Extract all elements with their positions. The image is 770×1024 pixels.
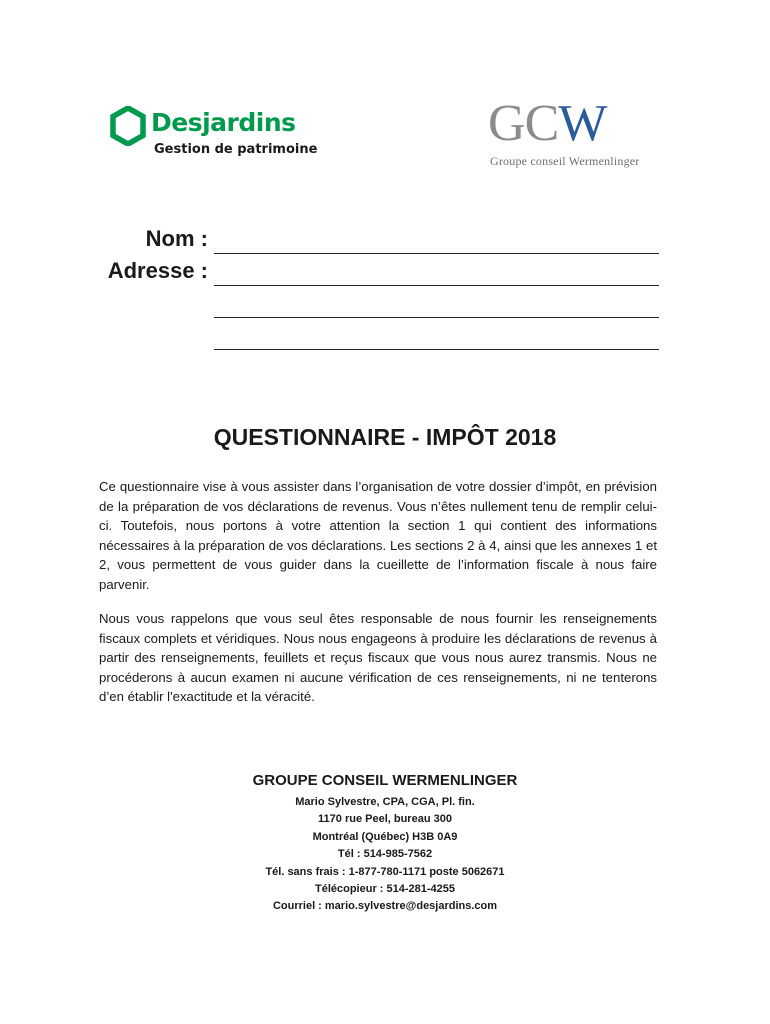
contact-fax: Télécopieur : 514-281-4255 [314, 883, 456, 896]
gcw-letter-c: C [524, 95, 559, 152]
desjardins-name: Desjardins [151, 108, 296, 137]
desjardins-hexagon-icon [110, 106, 146, 146]
contact-street: 1170 rue Peel, bureau 300 [318, 813, 452, 826]
contact-email: Courriel : mario.sylvestre@desjardins.com [272, 900, 498, 913]
address-field-line-1[interactable] [214, 285, 659, 286]
contact-tollfree: Tél. sans frais : 1-877-780-1171 poste 5062671 [265, 865, 505, 878]
intro-paragraph: Ce questionnaire vise à vous assister dans l’organisation de votre dossier d’impôt, en prévision de la préparation de vos déclarations de revenus. Vous n’êtes nullement tenu de remplir celui-ci. Toutefois, nous portons à votre attention la section 1 qui contient des informations nécessaires à la préparation de vos déclarations. Les sections 2 à 4, ainsi que les annexes 1 et 2, vous permettent de vous guider dans la cueillette de l’information fiscale à nous faire parvenir. [99, 479, 657, 592]
gcw-logo [488, 95, 658, 172]
gcw-letter-g: G [488, 95, 525, 152]
name-label: Nom : [145, 226, 208, 251]
contact-city: Montréal (Québec) H3B 0A9 [312, 830, 458, 843]
address-field-line-2[interactable] [214, 317, 659, 318]
contact-phone: Tél : 514-985-7562 [337, 848, 433, 861]
name-field-line[interactable] [214, 253, 659, 254]
gcw-monogram [488, 95, 607, 152]
contact-person: Mario Sylvestre, CPA, CGA, Pl. fin. [295, 796, 475, 808]
responsibility-paragraph: Nous vous rappelons que vous seul êtes responsable de nous fournir les renseignements fiscaux complets et véridiques. Nous nous engageons à produire les déclarations de revenus à partir des renseignements, feuillets et reçus fiscaux que vous nous aurez transmis. Nous ne procéderons à aucun examen ni aucune vérification de ces renseignements, ni ne tenterons d’en établir l'exactitude et la véracité. [99, 611, 657, 705]
contact-block [0, 771, 770, 916]
desjardins-logo [110, 104, 318, 160]
address-label: Adresse : [107, 258, 208, 283]
gcw-letter-w: W [558, 95, 607, 152]
address-field-line-3[interactable] [214, 349, 659, 350]
gcw-subtitle: Groupe conseil Wermenlinger [490, 154, 640, 168]
desjardins-subtitle: Gestion de patrimoine [154, 142, 318, 157]
contact-firm: GROUPE CONSEIL WERMENLINGER [252, 772, 518, 789]
page-title: QUESTIONNAIRE - IMPÔT 2018 [213, 424, 557, 450]
